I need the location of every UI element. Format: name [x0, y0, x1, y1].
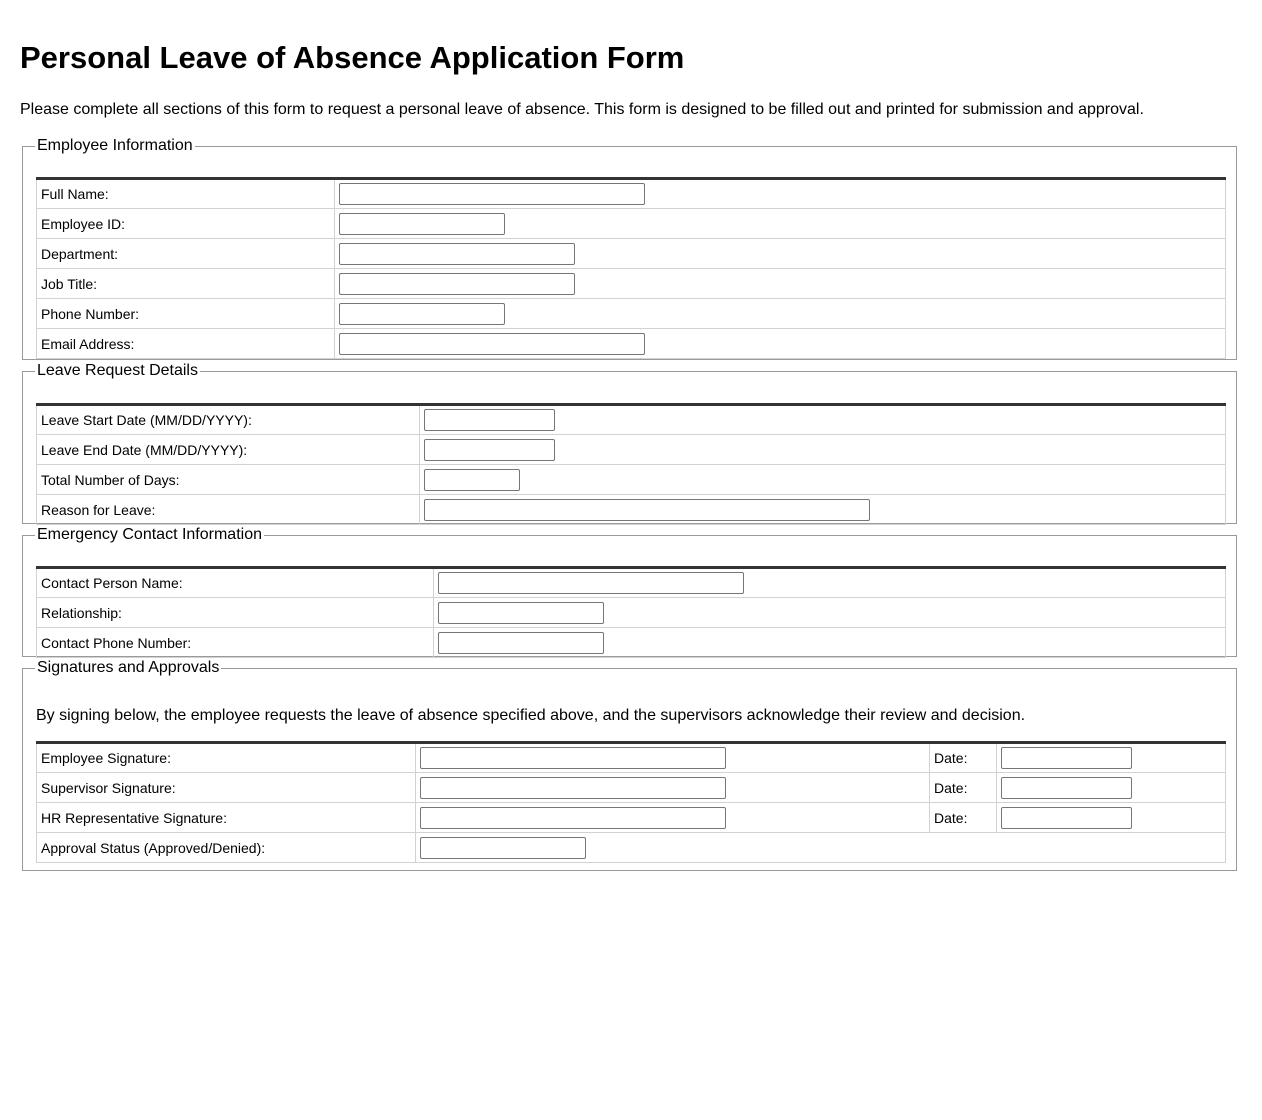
emergency-contact-table: [36, 566, 1226, 658]
leave-start-date-label: Leave Start Date (MM/DD/YYYY):: [37, 405, 420, 435]
table-row: [37, 179, 1226, 209]
table-row: [37, 743, 1226, 773]
table-row: [37, 435, 1226, 465]
full-name-input[interactable]: [339, 183, 645, 205]
employee-information-section: [22, 137, 1237, 360]
table-row: [37, 495, 1226, 525]
emergency-contact-section: [22, 526, 1237, 657]
hr-signature-date-label: Date:: [930, 803, 997, 833]
total-days-label: Total Number of Days:: [37, 465, 420, 495]
employee-id-input[interactable]: [339, 213, 505, 235]
supervisor-signature-input[interactable]: [420, 777, 726, 799]
employee-signature-input[interactable]: [420, 747, 726, 769]
employee-information-table: [36, 177, 1226, 359]
supervisor-signature-label: Supervisor Signature:: [37, 773, 416, 803]
reason-for-leave-input[interactable]: [424, 499, 870, 521]
table-row: [37, 833, 1226, 863]
intro-text: Please complete all sections of this form to request a personal leave of absence. This form is designed to be filled out and printed for submission and approval.: [20, 101, 1144, 118]
relationship-input[interactable]: [438, 602, 604, 624]
leave-start-date-input[interactable]: [424, 409, 555, 431]
department-label: Department:: [37, 239, 335, 269]
leave-request-table: [36, 403, 1226, 525]
email-address-label: Email Address:: [37, 329, 335, 359]
leave-request-section: [22, 362, 1237, 524]
phone-number-label: Phone Number:: [37, 299, 335, 329]
table-row: [37, 329, 1226, 359]
hr-signature-date-input[interactable]: [1001, 807, 1132, 829]
contact-phone-number-label: Contact Phone Number:: [37, 628, 434, 658]
approval-status-input[interactable]: [420, 837, 586, 859]
table-row: [37, 773, 1226, 803]
employee-signature-date-input[interactable]: [1001, 747, 1132, 769]
supervisor-signature-date-input[interactable]: [1001, 777, 1132, 799]
employee-signature-label: Employee Signature:: [37, 743, 416, 773]
signatures-note: By signing below, the employee requests the leave of absence specified above, and the supervisors acknowledge their review and decision.: [36, 707, 1026, 724]
hr-signature-label: HR Representative Signature:: [37, 803, 416, 833]
reason-for-leave-label: Reason for Leave:: [37, 495, 420, 525]
signatures-legend: Signatures and Approvals: [37, 659, 220, 676]
contact-phone-number-input[interactable]: [438, 632, 604, 654]
table-row: [37, 269, 1226, 299]
signatures-section: [22, 659, 1237, 871]
table-row: [37, 568, 1226, 598]
full-name-label: Full Name:: [37, 179, 335, 209]
table-row: [37, 628, 1226, 658]
table-row: [37, 209, 1226, 239]
table-row: [37, 803, 1226, 833]
job-title-input[interactable]: [339, 273, 575, 295]
table-row: [37, 405, 1226, 435]
approval-status-label: Approval Status (Approved/Denied):: [37, 833, 416, 863]
leave-end-date-input[interactable]: [424, 439, 555, 461]
contact-person-name-input[interactable]: [438, 572, 744, 594]
email-address-input[interactable]: [339, 333, 645, 355]
supervisor-signature-date-label: Date:: [930, 773, 997, 803]
relationship-label: Relationship:: [37, 598, 434, 628]
hr-signature-input[interactable]: [420, 807, 726, 829]
job-title-label: Job Title:: [37, 269, 335, 299]
employee-signature-date-label: Date:: [930, 743, 997, 773]
table-row: [37, 465, 1226, 495]
emergency-contact-legend: Emergency Contact Information: [37, 526, 262, 543]
page-title: Personal Leave of Absence Application Form: [20, 40, 685, 75]
table-row: [37, 598, 1226, 628]
leave-end-date-label: Leave End Date (MM/DD/YYYY):: [37, 435, 420, 465]
employee-information-legend: Employee Information: [37, 137, 193, 154]
leave-request-legend: Leave Request Details: [37, 362, 198, 379]
signatures-table: [36, 741, 1226, 863]
employee-id-label: Employee ID:: [37, 209, 335, 239]
table-row: [37, 299, 1226, 329]
contact-person-name-label: Contact Person Name:: [37, 568, 434, 598]
table-row: [37, 239, 1226, 269]
total-days-input[interactable]: [424, 469, 520, 491]
department-input[interactable]: [339, 243, 575, 265]
phone-number-input[interactable]: [339, 303, 505, 325]
